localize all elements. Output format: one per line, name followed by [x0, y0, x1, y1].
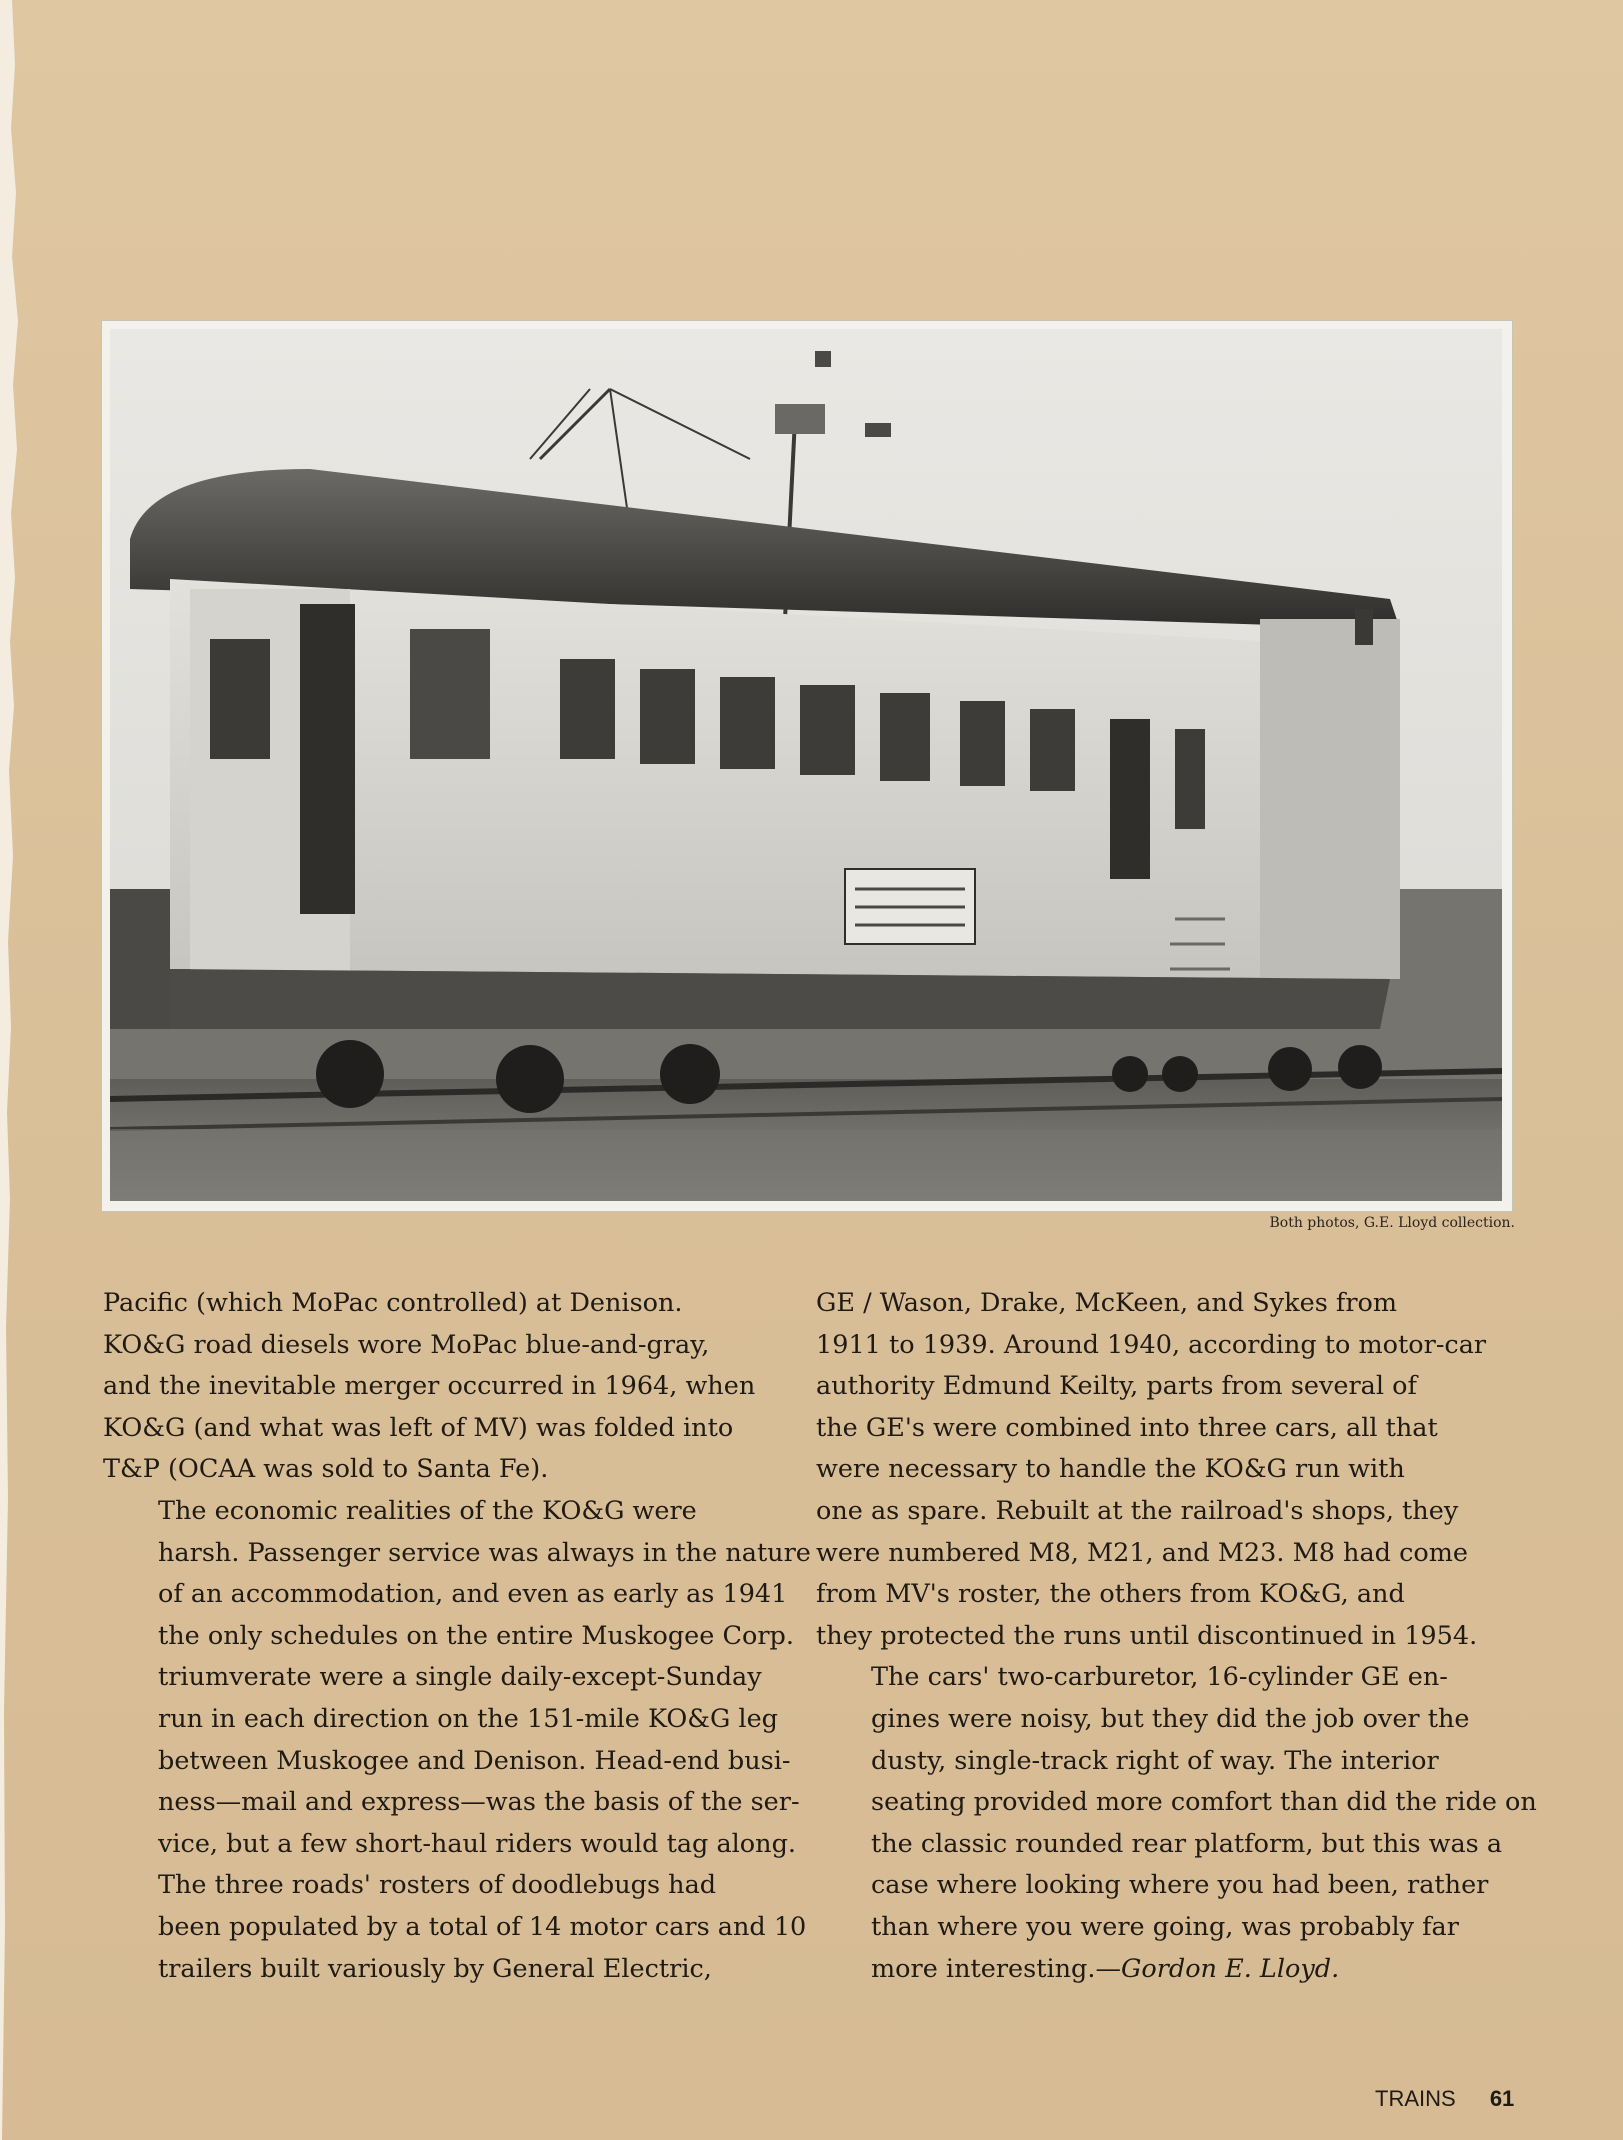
paragraph: The cars' two-carburetor, 16-cylinder GE en- gines were noisy, but they did the job over the dusty, single-track right of way. The interior seating provided more comfort than did the ride on the classic rounded rear platform, but this was a case where looking where you had been, rather than where you were going, was probably far more interesting.—Gordon E. Lloyd. — [871, 1662, 1537, 1984]
railcar-photo — [110, 329, 1502, 1201]
paragraph: The economic realities of the KO&G were harsh. Passenger service was always in the nature of an accommodation, and even as early as 1941 the only schedules on the entire Muskogee Corp. triumverate were a single daily-except-Sunday run in each direction on the 151-mile KO&G leg between Muskogee and Denison. Head-end busi- ness—mail and express—was the basis of the ser- vice, but a few short-haul riders would tag along. — [158, 1495, 811, 1859]
photo-credit: Both photos, G.E. Lloyd collection. — [1269, 1215, 1515, 1231]
page-number: 61 — [1489, 2086, 1515, 2111]
paragraph: The three roads' rosters of doodlebugs had been populated by a total of 14 motor cars and 10 trailers built variously by General Electric, — [158, 1870, 807, 1984]
magazine-name: TRAINS — [1375, 2086, 1456, 2111]
torn-page-edge — [0, 0, 20, 2140]
article-column-left — [103, 1283, 811, 1990]
photo-frame — [101, 320, 1513, 1212]
author-signature: Gordon E. Lloyd. — [1120, 1953, 1340, 1984]
page-footer — [1375, 2086, 1514, 2112]
paragraph: GE / Wason, Drake, McKeen, and Sykes from 1911 to 1939. Around 1940, according to motor-car authority Edmund Keilty, parts from several of the GE's were combined into three cars, all that were necessary to handle the KO&G run with one as spare. Rebuilt at the railroad's shops, they were numbered M8, M21, and M23. M8 had come from MV's roster, the others from KO&G, and they protected the runs until discontinued in 1954. — [816, 1288, 1487, 1651]
article-column-right — [816, 1283, 1537, 1990]
paragraph: Pacific (which MoPac controlled) at Denison. KO&G road diesels wore MoPac blue-and-gray, and the inevitable merger occurred in 1964, when KO&G (and what was left of MV) was folded into T&P (OCAA was sold to Santa Fe). — [103, 1288, 756, 1485]
